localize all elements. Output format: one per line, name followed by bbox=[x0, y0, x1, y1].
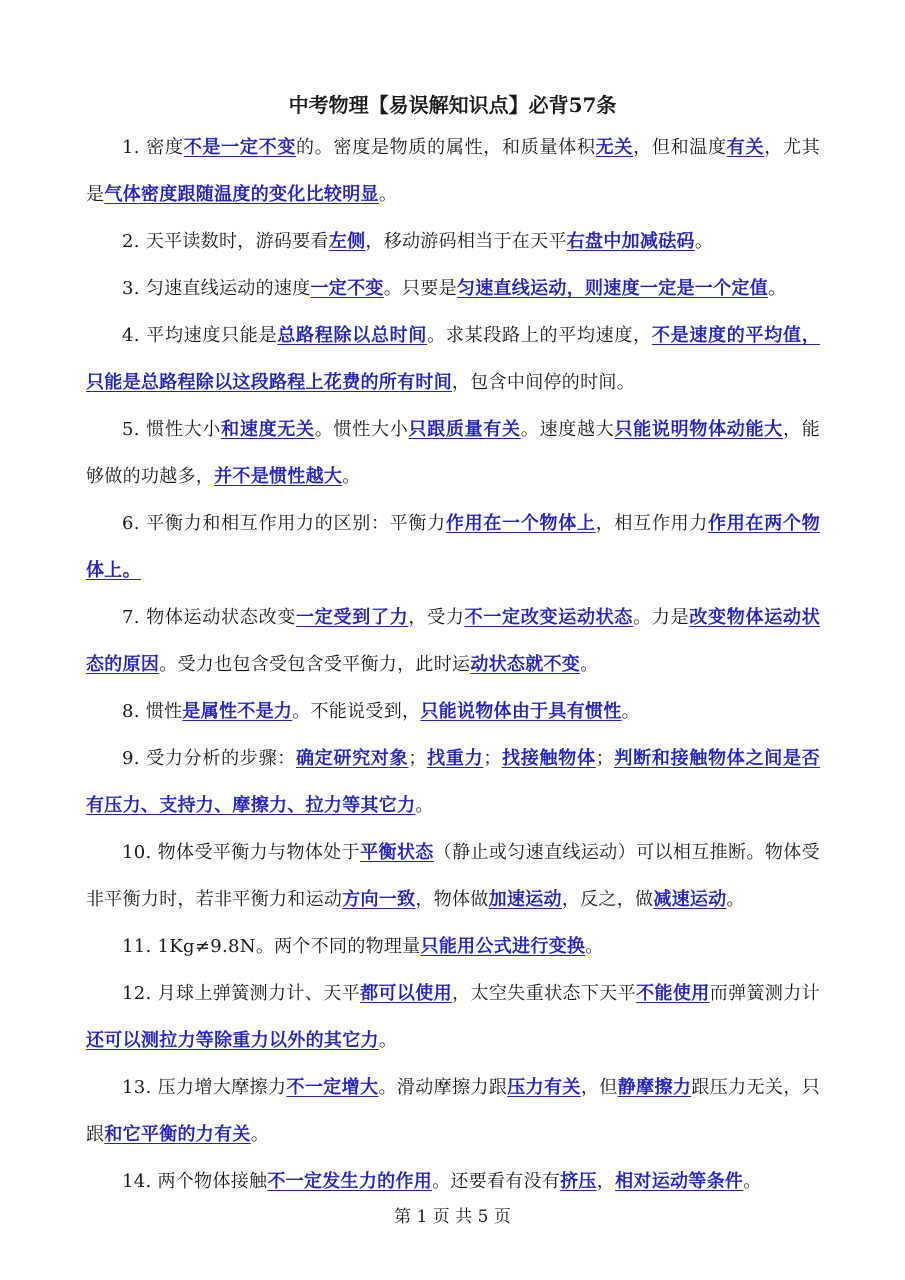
body-text: ，太空失重状态下天平 bbox=[452, 983, 637, 1004]
knowledge-point bbox=[86, 688, 820, 735]
body-text: ； bbox=[483, 748, 502, 769]
knowledge-point bbox=[86, 312, 820, 406]
body-text: 。 bbox=[415, 795, 434, 816]
key-phrase: 右盘中加减砝码 bbox=[566, 231, 695, 252]
body-text: 。还要看有没有 bbox=[432, 1171, 561, 1192]
key-phrase: 不是一定不变 bbox=[183, 137, 297, 158]
knowledge-point bbox=[86, 594, 820, 688]
key-phrase: 一定受到了力 bbox=[296, 607, 409, 628]
key-phrase: 一定不变 bbox=[310, 278, 384, 299]
body-text: ； bbox=[595, 748, 614, 769]
key-phrase: 确定研究对象 bbox=[296, 748, 409, 769]
key-phrase: 总路程除以总时间 bbox=[277, 325, 428, 346]
key-phrase: 只能说明物体动能大 bbox=[614, 419, 783, 440]
key-phrase: 不是速度的平均值，只能是总路程除以这段路程上花费的所有时间 bbox=[86, 325, 820, 393]
key-phrase: 作用在两个物体上。 bbox=[86, 513, 820, 581]
body-text: 。滑动摩擦力跟 bbox=[378, 1077, 508, 1098]
body-text: ，能够做的功越多， bbox=[86, 419, 821, 487]
key-phrase: 左侧 bbox=[328, 231, 366, 252]
key-phrase: 挤压 bbox=[560, 1171, 597, 1192]
body-text: 。 bbox=[342, 466, 361, 487]
body-text: 。力是 bbox=[633, 607, 690, 628]
knowledge-point bbox=[86, 500, 820, 594]
body-text: 。速度越大 bbox=[520, 419, 615, 440]
body-text: 。 bbox=[250, 1124, 270, 1145]
knowledge-point bbox=[86, 265, 820, 312]
body-text: 。惯性大小 bbox=[314, 419, 409, 440]
body-text: （静止或匀速直线运动）可以相互推断。物体受非平衡力时，若非平衡力和运动 bbox=[86, 842, 820, 910]
body-text: ， bbox=[596, 1171, 616, 1192]
key-phrase: 和速度无关 bbox=[221, 419, 315, 440]
body-text: 4. 平均速度只能是 bbox=[122, 325, 278, 346]
page-footer: 第 1 页 共 5 页 bbox=[394, 1207, 511, 1227]
key-phrase: 加速运动 bbox=[488, 889, 562, 910]
key-phrase: 动状态就不变 bbox=[470, 654, 581, 675]
key-phrase: 不一定增大 bbox=[286, 1077, 379, 1098]
knowledge-point bbox=[86, 1158, 820, 1205]
body-text: ，物体做 bbox=[415, 889, 489, 910]
body-text: 5. 惯性大小 bbox=[122, 419, 222, 440]
body-text: 7. 物体运动状态改变 bbox=[122, 607, 297, 628]
body-text: ，但和温度 bbox=[633, 137, 727, 158]
body-text: 的。密度是物质的属性，和质量体积 bbox=[296, 137, 596, 158]
body-text: 3. 匀速直线运动的速度 bbox=[122, 278, 311, 299]
body-text: 。只要是 bbox=[383, 278, 457, 299]
knowledge-point-list bbox=[86, 124, 820, 1205]
key-phrase: 平衡状态 bbox=[360, 842, 434, 863]
body-text: 。 bbox=[621, 701, 640, 722]
body-text: 。 bbox=[378, 1030, 398, 1051]
body-text: 11. 1Kg≠9.8N。两个不同的物理量 bbox=[122, 936, 421, 957]
body-text: 13. 压力增大摩擦力 bbox=[122, 1077, 287, 1098]
knowledge-point bbox=[86, 829, 820, 923]
body-text: 12. 月球上弹簧测力计、天平 bbox=[122, 983, 361, 1004]
body-text: 10. 物体受平衡力与物体处于 bbox=[122, 842, 361, 863]
page-title: 中考物理【易误解知识点】必背57条 bbox=[288, 93, 617, 117]
key-phrase: 还可以测拉力等除重力以外的其它力 bbox=[86, 1030, 379, 1051]
knowledge-point bbox=[86, 970, 820, 1064]
key-phrase: 只能说物体由于具有惯性 bbox=[420, 701, 622, 722]
key-phrase: 有关 bbox=[726, 137, 765, 158]
key-phrase: 改变物体运动状态的原因 bbox=[86, 607, 820, 675]
knowledge-point bbox=[86, 923, 820, 970]
key-phrase: 减速运动 bbox=[653, 889, 727, 910]
body-text: 而弹簧测力计 bbox=[709, 983, 821, 1004]
body-text: 9. 受力分析的步骤： bbox=[122, 748, 297, 769]
body-text: 2. 天平读数时，游码要看 bbox=[122, 231, 329, 252]
body-text: 14. 两个物体接触 bbox=[122, 1171, 268, 1192]
body-text: 。 bbox=[585, 936, 604, 957]
body-text: 。受力也包含受包含受平衡力，此时运 bbox=[159, 654, 471, 675]
body-text: ，受力 bbox=[408, 607, 465, 628]
body-text: 6. 平衡力和相互作用力的区别：平衡力 bbox=[122, 513, 446, 534]
knowledge-point bbox=[86, 124, 820, 218]
knowledge-point bbox=[86, 1064, 820, 1158]
body-text: ，尤其是 bbox=[86, 137, 820, 205]
key-phrase: 压力有关 bbox=[507, 1077, 581, 1098]
body-text: 。不能说受到， bbox=[292, 701, 421, 722]
key-phrase: 不一定发生力的作用 bbox=[267, 1171, 433, 1192]
knowledge-point bbox=[86, 218, 820, 265]
key-phrase: 相对运动等条件 bbox=[615, 1171, 744, 1192]
body-text: ，相互作用力 bbox=[595, 513, 709, 534]
key-phrase: 找接触物体 bbox=[501, 748, 596, 769]
body-text: ； bbox=[408, 748, 427, 769]
key-phrase: 不能使用 bbox=[636, 983, 710, 1004]
key-phrase: 只能用公式进行变换 bbox=[420, 936, 586, 957]
body-text: 。 bbox=[743, 1171, 762, 1192]
key-phrase: 和它平衡的力有关 bbox=[104, 1124, 251, 1145]
body-text: ，但 bbox=[580, 1077, 618, 1098]
body-text: ，包含中间停的时间。 bbox=[452, 372, 635, 393]
key-phrase: 都可以使用 bbox=[360, 983, 453, 1004]
body-text: 。 bbox=[580, 654, 599, 675]
key-phrase: 判断和接触物体之间是否有压力、支持力、摩擦力、拉力等其它力 bbox=[86, 748, 820, 816]
key-phrase: 并不是惯性越大 bbox=[214, 466, 343, 487]
body-text: ，移动游码相当于在天平 bbox=[365, 231, 567, 252]
key-phrase: 气体密度跟随温度的变化比较明显 bbox=[104, 184, 379, 205]
key-phrase: 作用在一个物体上 bbox=[445, 513, 596, 534]
key-phrase: 无关 bbox=[595, 137, 634, 158]
body-text: 。 bbox=[726, 889, 745, 910]
key-phrase: 找重力 bbox=[426, 748, 484, 769]
key-phrase: 方向一致 bbox=[342, 889, 416, 910]
body-text: ，反之，做 bbox=[561, 889, 654, 910]
body-text: 。 bbox=[694, 231, 714, 252]
key-phrase: 不一定改变运动状态 bbox=[464, 607, 634, 628]
body-text: 跟压力无关，只跟 bbox=[86, 1077, 821, 1145]
key-phrase: 只跟质量有关 bbox=[408, 419, 521, 440]
knowledge-point bbox=[86, 406, 820, 500]
key-phrase: 静摩擦力 bbox=[617, 1077, 692, 1098]
key-phrase: 匀速直线运动，则速度一定是一个定值 bbox=[456, 278, 769, 299]
body-text: 1. 密度 bbox=[122, 137, 184, 158]
body-text: 。 bbox=[378, 184, 398, 205]
body-text: 。 bbox=[768, 278, 787, 299]
body-text: 8. 惯性 bbox=[122, 701, 183, 722]
knowledge-point bbox=[86, 735, 820, 829]
key-phrase: 是属性不是力 bbox=[182, 701, 293, 722]
body-text: 。求某段路上的平均速度， bbox=[427, 325, 652, 346]
